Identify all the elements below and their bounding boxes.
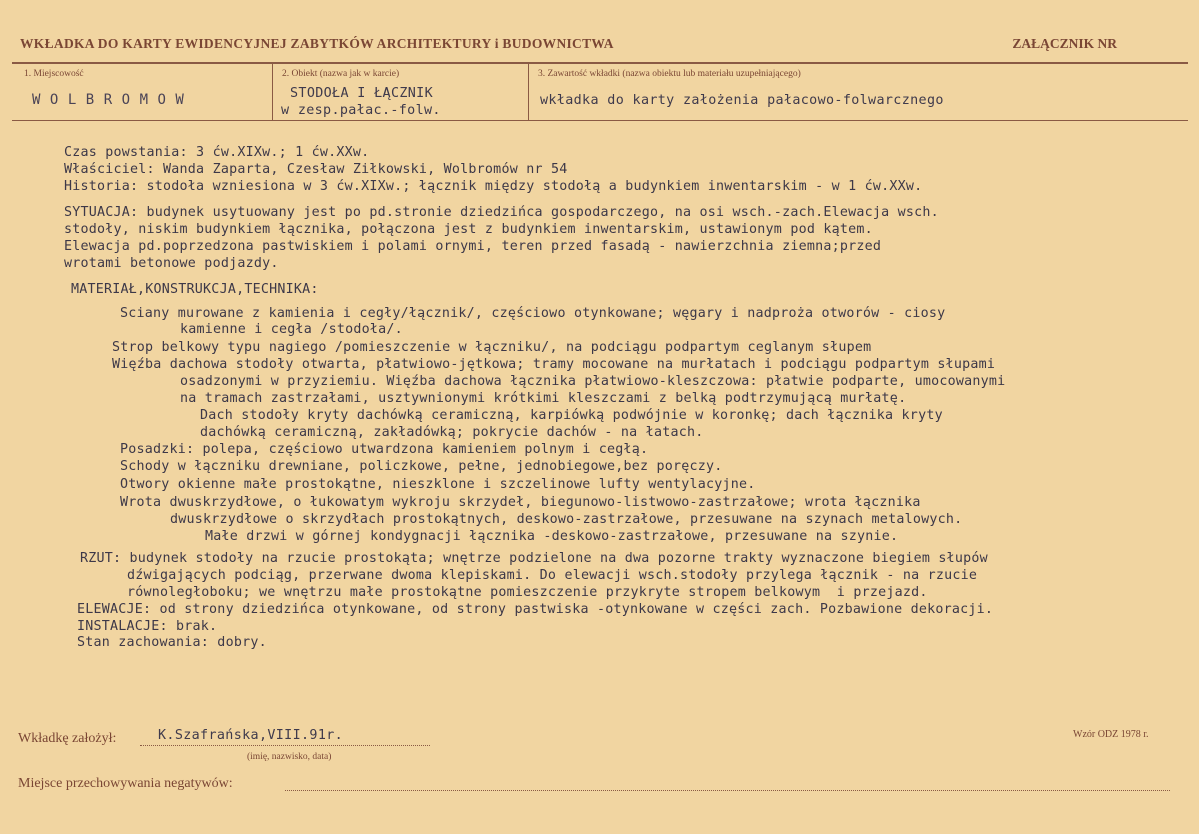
body-line: Czas powstania: 3 ćw.XIXw.; 1 ćw.XXw. xyxy=(64,145,370,160)
field-content-value: wkładka do karty założenia pałacowo-folwarcznego xyxy=(540,93,944,108)
header-rule-top xyxy=(12,62,1188,64)
body-line: kamienne i cegła /stodoła/. xyxy=(180,322,403,337)
body-line: na tramach zastrzałami, usztywnionymi krótkimi kleszczami z belką podtrzymującą murłatę. xyxy=(180,391,907,406)
body-line: Sciany murowane z kamienia i cegły/łącznik/, częściowo otynkowane; węgary i nadproża otworów - ciosy xyxy=(120,306,946,321)
body-line: Posadzki: polepa, częściowo utwardzona kamieniem polnym i cegłą. xyxy=(120,442,649,457)
body-line: Otwory okienne małe prostokątne, nieszklone i szczelinowe lufty wentylacyjne. xyxy=(120,477,756,492)
body-line: Małe drzwi w górnej kondygnacji łącznika -deskowo-zastrzałowe, przesuwane na szynie. xyxy=(205,529,899,544)
negatives-dotted-line xyxy=(285,790,1170,791)
body-line: SYTUACJA: budynek usytuowany jest po pd.stronie dziedzińca gospodarczego, na osi wsch.-zach.Elewacja wsch. xyxy=(64,205,939,220)
body-line: Wrota dwuskrzydłowe, o łukowatym wykroju skrzydeł, biegunowo-listwowo-zastrzałowe; wrota łącznika xyxy=(120,495,921,510)
field-locality-value: WOLBROMOW xyxy=(32,92,194,108)
body-line: RZUT: budynek stodoły na rzucie prostokąta; wnętrze podzielone na dwa pozorne trakty wyznaczone biegiem słupów xyxy=(80,551,988,566)
body-line: dwuskrzydłowe o skrzydłach prostokątnych, deskowo-zastrzałowe, przesuwane na szynach metalowych. xyxy=(170,512,963,527)
body-line: Dach stodoły kryty dachówką ceramiczną, karpiówką podwójnie w koronkę; dach łącznika kryty xyxy=(200,408,943,423)
body-line: osadzonymi w przyziemiu. Więźba dachowa łącznika płatwiowo-kleszczowa: płatwie podparte, umocowanymi xyxy=(180,374,1006,389)
body-line: Więźba dachowa stodoły otwarta, płatwiowo-jętkowa; tramy mocowane na murłatach i podciągu podpartym słupami xyxy=(112,357,996,372)
field-object-value-line2: w zesp.pałac.-folw. xyxy=(281,103,441,118)
body-line: Historia: stodoła wzniesiona w 3 ćw.XIXw.; łącznik między stodołą a budynkiem inwentarskim - w 1 ćw.XXw. xyxy=(64,179,923,194)
body-line: dźwigających podciąg, przerwane dwoma klepiskami. Do elewacji wsch.stodoły przylega łącznik - na rzucie xyxy=(127,568,978,583)
body-line: ELEWACJE: od strony dziedzińca otynkowane, od strony pastwiska -otynkowane w części zach. Pozbawione dekoracji. xyxy=(77,602,994,617)
body-line: Stan zachowania: dobry. xyxy=(77,635,267,650)
body-line: stodoły, niskim budynkiem łącznika, połączona jest z budynkiem inwentarskim, ustawionym pod kątem. xyxy=(64,222,873,237)
author-label: Wkładkę założył: xyxy=(18,731,117,746)
body-line: MATERIAŁ,KONSTRUKCJA,TECHNIKA: xyxy=(71,282,319,297)
author-value: K.Szafrańska,VIII.91r. xyxy=(158,728,344,743)
body-line: Właściciel: Wanda Zaparta, Czesław Ziłkowski, Wolbromów nr 54 xyxy=(64,162,568,177)
body-line: Strop belkowy typu nagiego /pomieszczenie w łączniku/, na podciągu podpartym ceglanym słupem xyxy=(112,340,872,355)
form-code: Wzór ODZ 1978 r. xyxy=(1073,729,1149,740)
body-line: Elewacja pd.poprzedzona pastwiskiem i polami ornymi, teren przed fasadą - nawierzchnia ziemna;przed xyxy=(64,239,882,254)
field-object-label: 2. Obiekt (nazwa jak w karcie) xyxy=(282,69,400,79)
author-hint: (imię, nazwisko, data) xyxy=(247,752,332,762)
field-divider-2 xyxy=(528,62,529,120)
body-line: Schody w łączniku drewniane, policzkowe, pełne, jednobiegowe,bez poręczy. xyxy=(120,459,723,474)
field-object-value-line1: STODOŁA I ŁĄCZNIK xyxy=(290,86,434,101)
author-dotted-line xyxy=(140,745,430,746)
body-line: dachówką ceramiczną, zakładówką; pokrycie dachów - na łatach. xyxy=(200,425,704,440)
negatives-location-label: Miejsce przechowywania negatywów: xyxy=(18,776,233,791)
card-title: WKŁADKA DO KARTY EWIDENCYJNEJ ZABYTKÓW ARCHITEKTURY i BUDOWNICTWA xyxy=(20,36,614,51)
field-locality-label: 1. Miejscowość xyxy=(24,69,84,79)
field-content-label: 3. Zawartość wkładki (nazwa obiektu lub materiału uzupełniającego) xyxy=(538,69,801,79)
header-rule-bottom xyxy=(12,120,1188,121)
body-line: równoległoboku; we wnętrzu małe prostokątne pomieszczenie przykryte stropem belkowym i przejazd. xyxy=(127,585,928,600)
body-line: wrotami betonowe podjazdy. xyxy=(64,256,279,271)
attachment-number-label: ZAŁĄCZNIK NR xyxy=(1012,36,1117,51)
body-line: INSTALACJE: brak. xyxy=(77,619,218,634)
field-divider-1 xyxy=(272,62,273,120)
